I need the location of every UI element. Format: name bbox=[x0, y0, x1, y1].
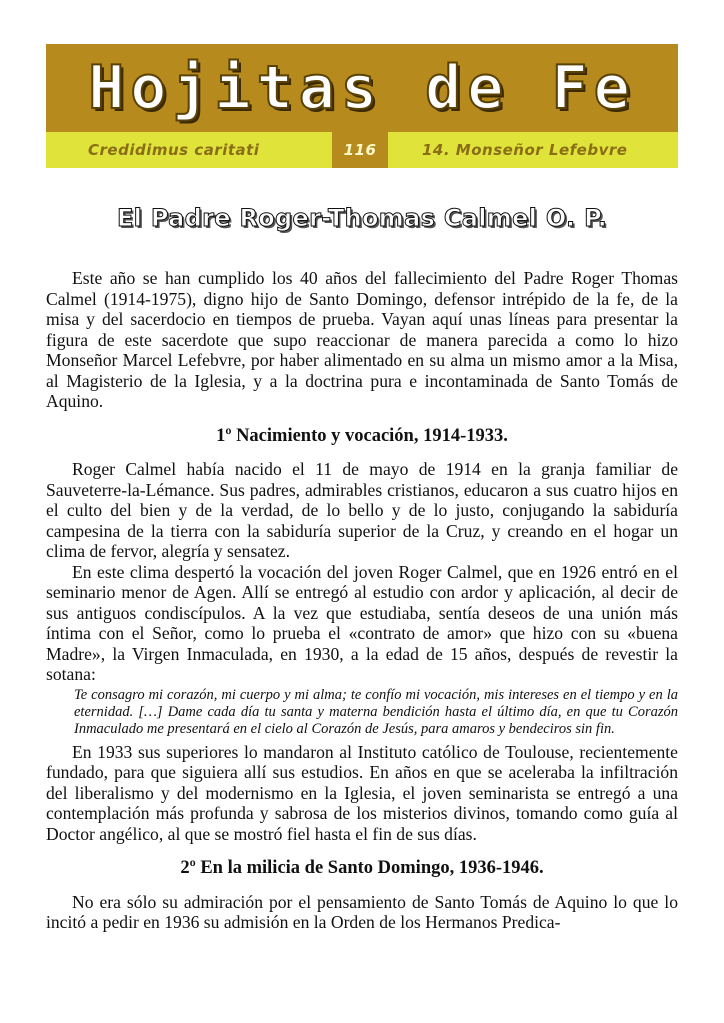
masthead bbox=[46, 44, 678, 168]
masthead-title: Hojitas de Fe bbox=[88, 53, 636, 123]
section-heading-1: 1º Nacimiento y vocación, 1914-1933. bbox=[216, 425, 508, 446]
paragraph: Roger Calmel había nacido el 11 de mayo de 1914 en la granja familiar de Sauveterre-la-Lémance. Sus padres, admirables cristianos, educaron a sus cuatro hijos en el culto del bien y de la verdad, de lo bello y de lo justo, conjugando la sabiduría campesina de la tierra con la sabiduría superior de la Cruz, y creando en el hogar un clima de fervor, alegría y sensatez. bbox=[46, 459, 678, 561]
paragraph: En 1933 sus superiores lo mandaron al Instituto católico de Toulouse, recientemente fundado, para que siguiera allí sus estudios. En años en que se aceleraba la infiltración del liberalismo y del modernismo en la Iglesia, el joven seminarista se entregó a una contemplación más profunda y sabrosa de los misterios divinos, tomando como guía al Doctor angélico, al que se mostró fiel hasta el fin de sus días. bbox=[46, 741, 678, 844]
series-title: 14. Monseñor Lefebvre bbox=[422, 141, 628, 159]
issue-number: 116 bbox=[343, 141, 377, 159]
article-body bbox=[46, 268, 678, 933]
article-title: El Padre Roger-Thomas Calmel O. P. bbox=[116, 204, 607, 232]
block-quote: Te consagro mi corazón, mi cuerpo y mi alma; te confío mi vocación, mis intereses en el tiempo y en la eternidad. […] Dame cada día tu santa y materna bendición hasta el último día, en que tu Corazón Inmaculado me presentará en el cielo al Corazón de Jesús, para amaros y bendeciros sin fin. bbox=[74, 686, 678, 737]
paragraph: En este clima despertó la vocación del joven Roger Calmel, que en 1926 entró en el seminario menor de Agen. Allí se entregó al estudio con ardor y aplicación, al decir de sus antiguos condiscípulos. A la vez que estudiaba, sentía deseos de una unión más íntima con el Señor, como lo prueba el «contrato de amor» que hizo con su «buena Madre», la Virgen Inmaculada, en 1930, a la edad de 15 años, después de revestir la sotana: bbox=[46, 561, 678, 684]
paragraph: No era sólo su admiración por el pensamiento de Santo Tomás de Aquino lo que lo incitó a pedir en 1936 su admisión en la Orden de los Hermanos Predica- bbox=[46, 891, 678, 932]
masthead-banner bbox=[46, 44, 678, 132]
issue-number-box bbox=[332, 132, 388, 168]
masthead-motto: Credidimus caritati bbox=[88, 141, 260, 159]
intro-paragraph: Este año se han cumplido los 40 años del fallecimiento del Padre Roger Thomas Calmel (1914-1975), digno hijo de Santo Domingo, defensor intrépido de la fe, de la misa y del sacerdocio en tiempos de prueba. Vayan aquí unas líneas para presentar la figura de este sacerdote que supo reaccionar de manera parecida a como lo hizo Monseñor Marcel Lefebvre, por haber alimentado en su alma un mismo amor a la Misa, al Magisterio de la Iglesia, y a la doctrina pura e incontaminada de Santo Tomás de Aquino. bbox=[46, 268, 678, 411]
masthead-subbar bbox=[46, 132, 678, 168]
section-heading-2: 2º En la milicia de Santo Domingo, 1936-1946. bbox=[180, 858, 544, 878]
